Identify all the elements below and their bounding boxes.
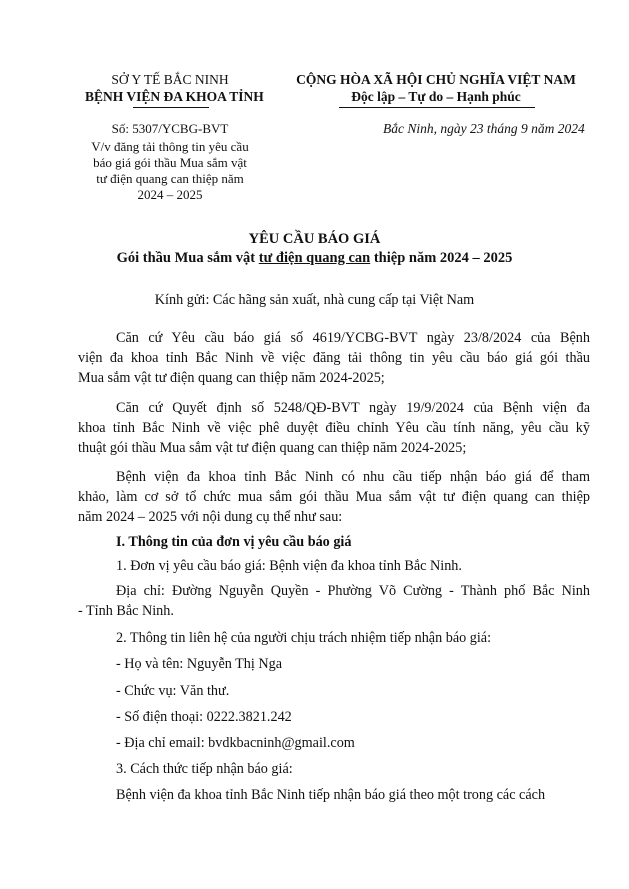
p3-line-1: Bệnh viện đa khoa tỉnh Bắc Ninh có nhu cầu tiếp nhận báo giá để tham: [116, 469, 590, 485]
address-line-1: Địa chỉ: Đường Nguyễn Quyền - Phường Võ Cường - Thành phố Bắc Ninh: [116, 583, 590, 599]
header-right-underline: [339, 107, 535, 108]
header-left-ministry: SỞ Y TẾ BẮC NINH: [111, 72, 229, 87]
section1-item3: 3. Cách thức tiếp nhận báo giá:: [116, 761, 293, 777]
p2-line-2: khoa tỉnh Bắc Ninh về việc phê duyệt điều chỉnh Yêu cầu tính năng, yêu cầu kỹ: [78, 420, 590, 436]
address-line-2: - Tỉnh Bắc Ninh.: [78, 603, 174, 619]
header-right-country: CỘNG HÒA XÃ HỘI CHỦ NGHĨA VIỆT NAM: [296, 72, 576, 87]
subtitle-part2: tư điện quang can: [258, 250, 371, 266]
contact-phone: - Số điện thoại: 0222.3821.242: [116, 709, 292, 725]
header-left-underline: [133, 107, 209, 108]
header-right-motto: Độc lập – Tự do – Hạnh phúc: [351, 89, 521, 104]
contact-position: - Chức vụ: Văn thư.: [116, 683, 230, 699]
recipient: Kính gửi: Các hãng sản xuất, nhà cung cấp tại Việt Nam: [154, 292, 475, 308]
p1-line-3: Mua sắm vật tư điện quang can thiệp năm 2024-2025;: [78, 370, 385, 386]
header-left-hospital: BỆNH VIỆN ĐA KHOA TỈNH: [85, 89, 264, 104]
subject-line-4: 2024 – 2025: [137, 187, 203, 202]
p1-line-1: Căn cứ Yêu cầu báo giá số 4619/YCBG-BVT ngày 23/8/2024 của Bệnh: [116, 330, 590, 346]
document-number: Số: 5307/YCBG-BVT: [111, 121, 229, 136]
subtitle-part3: thiệp năm 2024 – 2025: [370, 250, 513, 266]
doc-title: YÊU CẦU BÁO GIÁ: [248, 231, 381, 247]
p2-line-3: thuật gói thầu Mua sắm vật tư điện quang can thiệp năm 2024-2025;: [78, 440, 467, 456]
section1-heading: I. Thông tin của đơn vị yêu cầu báo giá: [116, 534, 352, 550]
contact-email: - Địa chỉ email: bvdkbacninh@gmail.com: [116, 735, 355, 751]
doc-subtitle: [0, 250, 629, 267]
subject-line-2: báo giá gói thầu Mua sắm vật: [93, 155, 247, 170]
section1-item2: 2. Thông tin liên hệ của người chịu trách nhiệm tiếp nhận báo giá:: [116, 630, 492, 646]
p3-line-3: năm 2024 – 2025 với nội dung cụ thể như sau:: [78, 509, 343, 525]
p1-line-2: viện đa khoa tỉnh Bắc Ninh về việc đăng tải thông tin yêu cầu báo giá gói thầu: [78, 350, 590, 366]
subject-line-3: tư điện quang can thiệp năm: [96, 171, 244, 186]
section1-item1: 1. Đơn vị yêu cầu báo giá: Bệnh viện đa khoa tỉnh Bắc Ninh.: [116, 558, 462, 574]
subject-line-1: V/v đăng tải thông tin yêu cầu: [91, 139, 249, 154]
section1-item3-text: Bệnh viện đa khoa tỉnh Bắc Ninh tiếp nhận báo giá theo một trong các cách: [116, 787, 546, 803]
p2-line-1: Căn cứ Quyết định số 5248/QĐ-BVT ngày 19/9/2024 của Bệnh viện đa: [116, 400, 590, 416]
subtitle-part1: Gói thầu Mua sắm vật: [116, 250, 259, 266]
p3-line-2: khảo, làm cơ sở tổ chức mua sắm gói thầu Mua sắm vật tư điện quang can thiệp: [78, 489, 590, 505]
contact-name: - Họ và tên: Nguyễn Thị Nga: [116, 656, 283, 672]
place-date: Bắc Ninh, ngày 23 tháng 9 năm 2024: [383, 121, 585, 136]
